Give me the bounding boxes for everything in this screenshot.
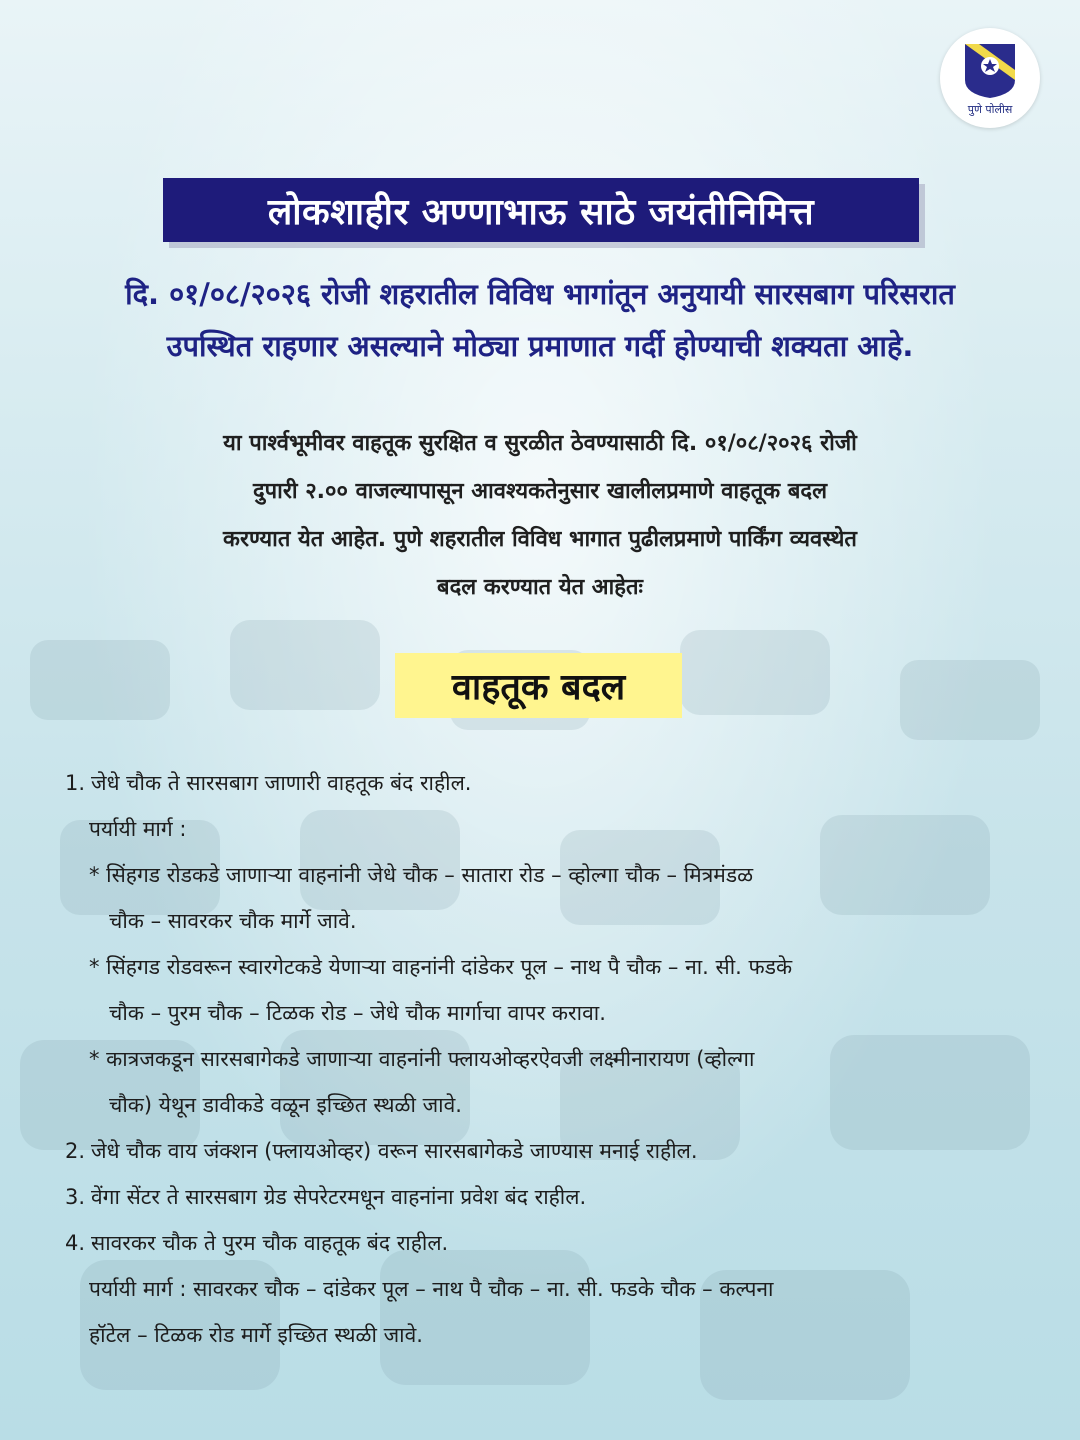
item-text: जेधे चौक वाय जंक्शन (फ्लायओव्हर) वरून सारसबागेकडे जाण्यास मनाई राहील. bbox=[91, 1139, 698, 1163]
list-item bbox=[65, 1220, 1025, 1266]
item-text: वेंगा सेंटर ते सारसबाग ग्रेड सेपरेटरमधून वाहनांना प्रवेश बंद राहील. bbox=[91, 1185, 587, 1209]
notice-paragraph bbox=[60, 420, 1020, 612]
intro-line: उपस्थित राहणार असल्याने मोठ्या प्रमाणात गर्दी होण्याची शक्यता आहे. bbox=[166, 329, 914, 363]
title-banner bbox=[163, 178, 919, 242]
intro-text bbox=[30, 268, 1050, 372]
alternate-route-label: पर्यायी मार्ग : bbox=[89, 817, 187, 841]
route-bullet-line: * कात्रजकडून सारसबागेकडे जाणाऱ्या वाहनांनी फ्लायओव्हरऐवजी लक्ष्मीनारायण (व्होल्गा bbox=[89, 1047, 755, 1071]
route-bullet-line: चौक – पुरम चौक – टिळक रोड – जेधे चौक मार्गाचा वापर करावा. bbox=[109, 1001, 606, 1025]
route-bullet-line: * सिंहगड रोडकडे जाणाऱ्या वाहनांनी जेधे चौक – सातारा रोड – व्होल्गा चौक – मित्रमंडळ bbox=[89, 863, 754, 887]
list-item bbox=[65, 1128, 1025, 1174]
page-title: लोकशाहीर अण्णाभाऊ साठे जयंतीनिमित्त bbox=[267, 191, 815, 233]
logo-caption: पुणे पोलीस bbox=[967, 102, 1013, 116]
intro-line: दि. ०१/०८/२०२६ रोजी शहरातील विविध भागांतून अनुयायी सारसबाग परिसरात bbox=[125, 277, 955, 311]
paragraph-line: दुपारी २.०० वाजल्यापासून आवश्यकतेनुसार खालीलप्रमाणे वाहतूक बदल bbox=[253, 479, 827, 504]
paragraph-line: या पार्श्वभूमीवर वाहतूक सुरक्षित व सुरळीत ठेवण्यासाठी दि. ०१/०८/२०२६ रोजी bbox=[223, 431, 857, 456]
paragraph-line: बदल करण्यात येत आहेतः bbox=[437, 575, 643, 600]
route-bullet-line: चौक – सावरकर चौक मार्गे जावे. bbox=[109, 909, 357, 933]
item-number: 4. bbox=[65, 1231, 86, 1255]
item-text: जेधे चौक ते सारसबाग जाणारी वाहतूक बंद राहील. bbox=[91, 771, 472, 795]
route-bullet-line: चौक) येथून डावीकडे वळून इच्छित स्थळी जावे. bbox=[109, 1093, 462, 1117]
police-badge-icon bbox=[961, 40, 1019, 100]
list-item bbox=[65, 1174, 1025, 1220]
item-number: 1. bbox=[65, 771, 86, 795]
alternate-route-line: हॉटेल – टिळक रोड मार्गे इच्छित स्थळी जावे. bbox=[89, 1323, 423, 1347]
item-number: 3. bbox=[65, 1185, 86, 1209]
paragraph-line: करण्यात येत आहेत. पुणे शहरातील विविध भागात पुढीलप्रमाणे पार्किंग व्यवस्थेत bbox=[223, 527, 857, 552]
pune-police-logo bbox=[940, 28, 1040, 128]
item-number: 2. bbox=[65, 1139, 86, 1163]
traffic-changes-list bbox=[65, 760, 1025, 1358]
item-text: सावरकर चौक ते पुरम चौक वाहतूक बंद राहील. bbox=[91, 1231, 449, 1255]
section-heading: वाहतूक बदल bbox=[451, 667, 626, 708]
list-item bbox=[65, 760, 1025, 806]
alternate-route-line: पर्यायी मार्ग : सावरकर चौक – दांडेकर पूल – नाथ पै चौक – ना. सी. फडके चौक – कल्पना bbox=[89, 1277, 774, 1301]
route-bullet-line: * सिंहगड रोडवरून स्वारगेटकडे येणाऱ्या वाहनांनी दांडेकर पूल – नाथ पै चौक – ना. सी. फडके bbox=[89, 955, 793, 979]
section-heading-box bbox=[395, 653, 682, 718]
